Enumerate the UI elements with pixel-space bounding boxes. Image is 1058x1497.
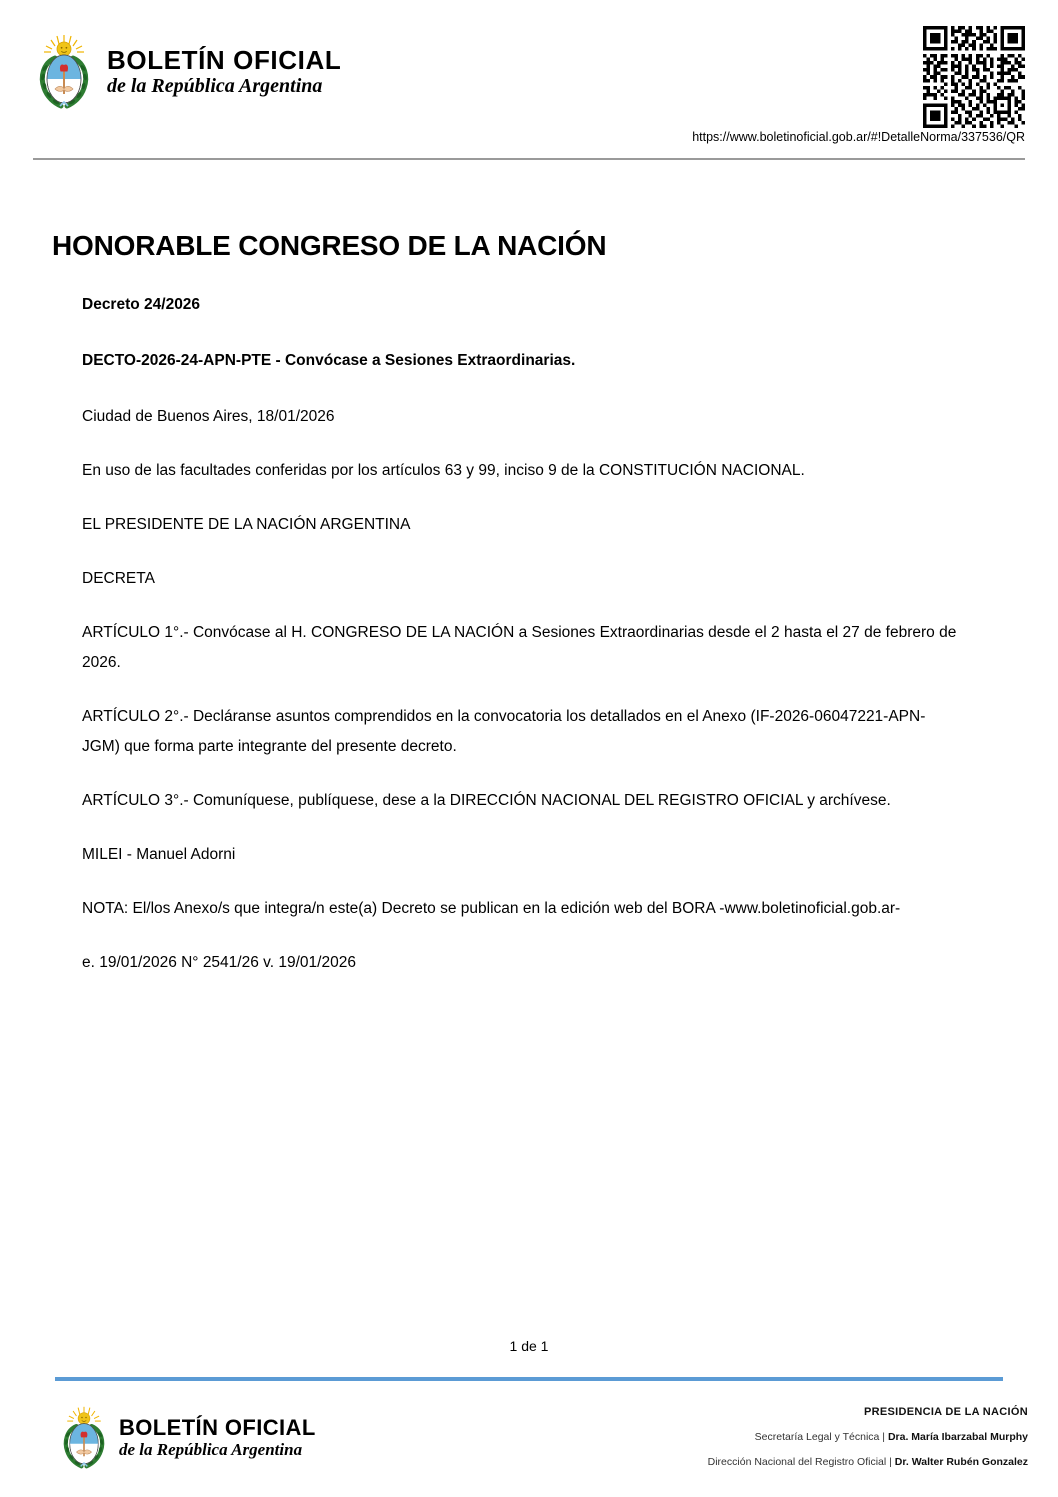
header-logo-subtitle: de la República Argentina xyxy=(107,74,323,97)
footer-direccion-name: Dr. Walter Rubén Gonzalez xyxy=(894,1456,1028,1468)
article-1: ARTÍCULO 1°.- Convócase al H. CONGRESO DE LA NACIÓN a Sesiones Extraordinarias desde el 2 hasta el 27 de febrero de 2026. xyxy=(82,624,957,671)
decreta-keyword: DECRETA xyxy=(82,570,155,587)
header-logo-text xyxy=(107,44,342,97)
page-header xyxy=(0,0,1058,168)
article-2: ARTÍCULO 2°.- Decláranse asuntos comprendidos en la convocatoria los detallados en el Anexo (IF-2026-06047221-APN-JGM) que forma parte integrante del presente decreto. xyxy=(82,708,926,755)
issuer: EL PRESIDENTE DE LA NACIÓN ARGENTINA xyxy=(82,516,411,533)
header-logo xyxy=(33,32,341,110)
footer-logo xyxy=(58,1404,316,1470)
footer-direccion-office: Dirección Nacional del Registro Oficial | xyxy=(707,1456,892,1468)
footer-secretaria-office: Secretaría Legal y Técnica | xyxy=(754,1431,886,1443)
footer-logo-title: BOLETÍN OFICIAL xyxy=(119,1414,316,1440)
anexo-note: NOTA: El/los Anexo/s que integra/n este(a) Decreto se publican en la edición web del BORA -www.boletinoficial.gob.ar- xyxy=(82,900,901,917)
decree-reference: DECTO-2026-24-APN-PTE - Convócase a Sesiones Extraordinarias. xyxy=(82,352,576,369)
document-body xyxy=(0,262,1058,978)
decree-number: Decreto 24/2026 xyxy=(82,296,201,313)
publication-reference: e. 19/01/2026 N° 2541/26 v. 19/01/2026 xyxy=(82,954,356,971)
qr-url-text[interactable]: https://www.boletinoficial.gob.ar/#!DetalleNorma/337536/QR xyxy=(692,130,1025,144)
footer-divider xyxy=(55,1377,1003,1381)
argentina-coat-of-arms-icon xyxy=(58,1404,110,1470)
document-content xyxy=(0,168,1058,978)
signatories: MILEI - Manuel Adorni xyxy=(82,846,236,863)
header-logo-title: BOLETÍN OFICIAL xyxy=(107,44,342,75)
article-3: ARTÍCULO 3°.- Comuníquese, publíquese, dese a la DIRECCIÓN NACIONAL DEL REGISTRO OFICIAL y archívese. xyxy=(82,792,891,809)
legal-basis: En uso de las facultades conferidas por los artículos 63 y 99, inciso 9 de la CONSTITUCIÓN NACIONAL. xyxy=(82,462,805,479)
qr-code-block[interactable] xyxy=(923,26,1025,128)
place-and-date: Ciudad de Buenos Aires, 18/01/2026 xyxy=(82,408,335,425)
footer-presidencia: PRESIDENCIA DE LA NACIÓN xyxy=(863,1406,1028,1418)
qr-code-icon[interactable] xyxy=(923,26,1025,128)
footer-authorities xyxy=(708,1406,1028,1468)
footer-logo-subtitle: de la República Argentina xyxy=(119,1439,303,1459)
page-title: HONORABLE CONGRESO DE LA NACIÓN xyxy=(52,230,607,261)
argentina-coat-of-arms-icon xyxy=(33,32,95,110)
footer-logo-text xyxy=(119,1414,316,1459)
page-footer xyxy=(0,1390,1058,1497)
header-divider xyxy=(33,158,1025,160)
footer-secretaria-line xyxy=(708,1431,1028,1443)
footer-secretaria-name: Dra. María Ibarzabal Murphy xyxy=(887,1431,1028,1443)
footer-direccion-line xyxy=(708,1456,1028,1468)
page-number: 1 de 1 xyxy=(509,1338,549,1354)
